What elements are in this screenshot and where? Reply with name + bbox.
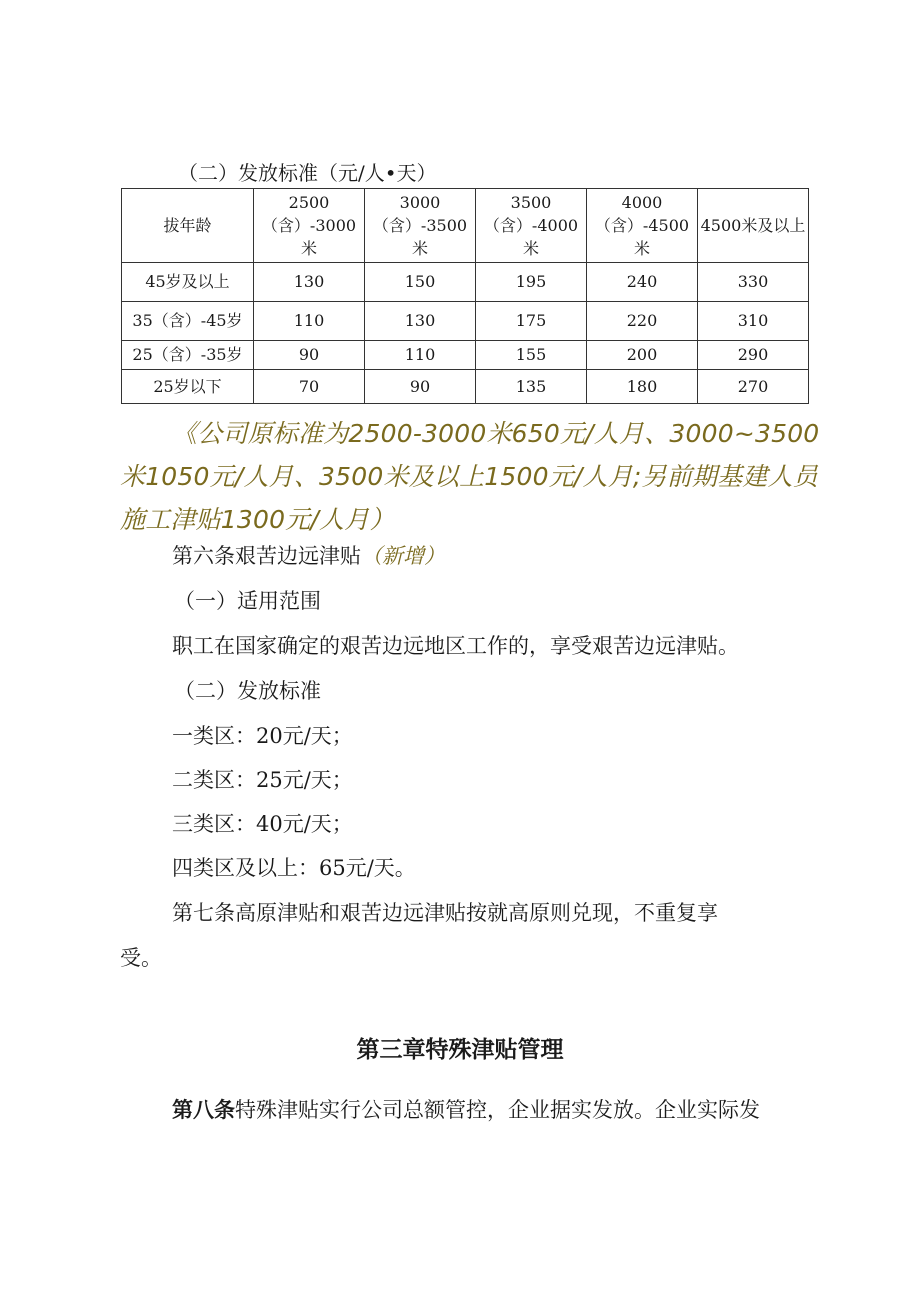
row-label: 25（含）-35岁 — [122, 341, 254, 370]
row-label: 35（含）-45岁 — [122, 302, 254, 341]
article-6-title — [172, 546, 445, 567]
new-tag: （新增） — [361, 544, 445, 568]
chapter-3-heading: 第三章特殊津贴管理 — [356, 1037, 564, 1063]
header-altitude-3: 3500（含）-4000米 — [476, 189, 587, 263]
table-cell: 290 — [698, 341, 809, 370]
zone-item: 三类区：40元/天； — [172, 812, 353, 836]
header-altitude-5: 4500米及以上 — [698, 189, 809, 263]
table-header-row — [122, 189, 809, 263]
table-row — [122, 263, 809, 302]
article-6-title-text: 第六条艰苦边远津贴 — [172, 544, 361, 568]
article-8-paragraph — [172, 1100, 760, 1121]
table-cell: 90 — [254, 341, 365, 370]
table-cell: 310 — [698, 302, 809, 341]
standard-heading: （二）发放标准 — [174, 679, 321, 703]
article-7-line-2: 受。 — [120, 946, 162, 970]
table-row — [122, 370, 809, 404]
table-row — [122, 302, 809, 341]
header-altitude-4: 4000（含）-4500米 — [587, 189, 698, 263]
table-cell: 195 — [476, 263, 587, 302]
zone-item: 四类区及以上：65元/天。 — [172, 856, 416, 880]
table-cell: 175 — [476, 302, 587, 341]
header-altitude-1: 2500（含）-3000米 — [254, 189, 365, 263]
scope-text: 职工在国家确定的艰苦边远地区工作的，享受艰苦边远津贴。 — [172, 634, 739, 658]
article-8-text: 特殊津贴实行公司总额管控，企业据实发放。企业实际发 — [235, 1098, 760, 1122]
plateau-allowance-table — [121, 188, 809, 404]
table-cell: 130 — [365, 302, 476, 341]
table-cell: 180 — [587, 370, 698, 404]
article-7-line-1: 第七条高原津贴和艰苦边远津贴按就高原则兑现，不重复享 — [172, 901, 718, 925]
table-caption: （二）发放标准（元/人•天） — [178, 161, 437, 185]
row-label: 45岁及以上 — [122, 263, 254, 302]
header-corner: 拔年龄 — [122, 189, 254, 263]
table-cell: 240 — [587, 263, 698, 302]
table-cell: 220 — [587, 302, 698, 341]
scope-heading: （一）适用范围 — [174, 589, 321, 613]
table-cell: 130 — [254, 263, 365, 302]
zone-item: 二类区：25元/天； — [172, 768, 353, 792]
article-8-label: 第八条 — [172, 1098, 235, 1122]
table-cell: 155 — [476, 341, 587, 370]
table-cell: 270 — [698, 370, 809, 404]
table-cell: 110 — [365, 341, 476, 370]
header-altitude-2: 3000（含）-3500米 — [365, 189, 476, 263]
zone-item: 一类区：20元/天； — [172, 724, 353, 748]
table-cell: 135 — [476, 370, 587, 404]
table-cell: 110 — [254, 302, 365, 341]
table-cell: 330 — [698, 263, 809, 302]
table-row — [122, 341, 809, 370]
table-cell: 70 — [254, 370, 365, 404]
table-cell: 200 — [587, 341, 698, 370]
table-cell: 90 — [365, 370, 476, 404]
table-cell: 150 — [365, 263, 476, 302]
row-label: 25岁以下 — [122, 370, 254, 404]
original-standard-note: 《公司原标准为2500-3000米650元/人月、3000~3500米1050元/人月、3500米及以上1500元/人月;另前期基建人员施工津贴1300元/人月） — [120, 419, 820, 534]
